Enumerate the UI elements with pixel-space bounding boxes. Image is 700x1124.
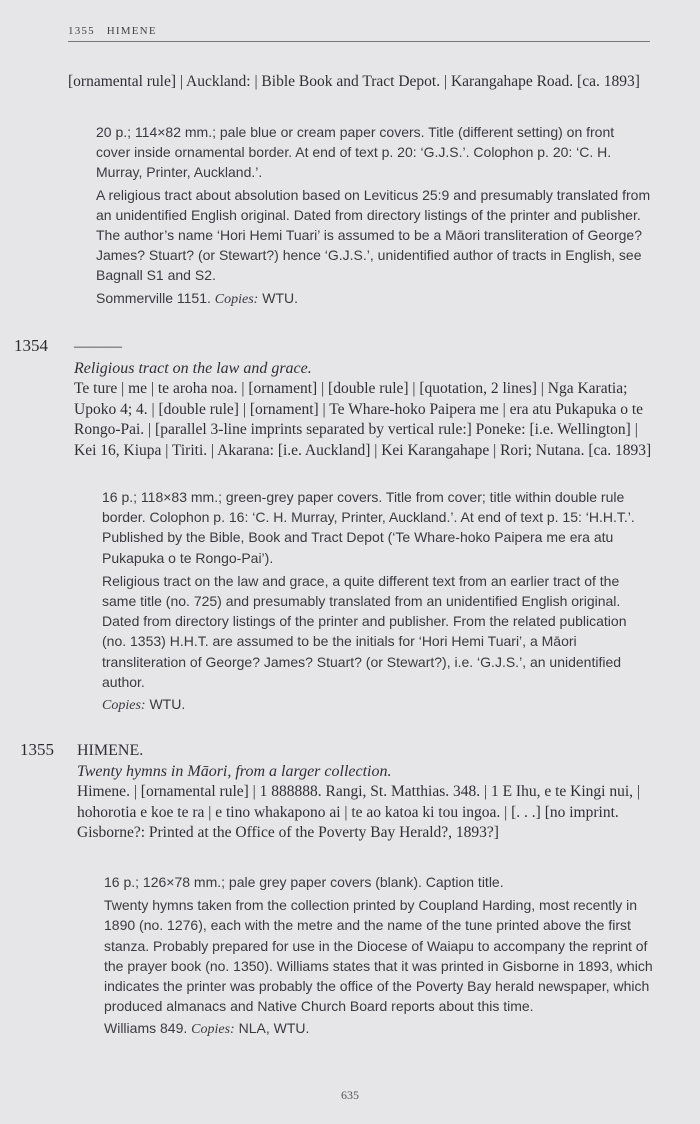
entry-1355-note: Twenty hymns taken from the collection printed by Coupland Harding, most recently in 1890 (no. 1276), each with the metre and the name of the tune printed above the first stanza. Probably prepared for use in the Diocese of Waiapu to accompany the reprint of the prayer book (no. 1350). Williams states that it was printed in Gisborne in 1893, which indicates the printer was probably the office of the Poverty Bay herald newspaper, which produced almanacs and Native Church Board reports about this time. — [104, 897, 653, 1015]
entry-1353-transcription-block — [68, 72, 648, 93]
entry-1355-physical: 16 p.; 126×78 mm.; pale grey paper covers (blank). Caption title. — [104, 874, 504, 890]
entry-1354-subtitle: Religious tract on the law and grace. — [74, 360, 312, 377]
entry-1354-transcription: Te ture | me | te aroha noa. | [ornament] | [double rule] | [quotation, 2 lines] | Nga Karatia; Upoko 4; 4. | [double rule] | [ornament] | Te Whare-hoko Paipera me | era atu Pukapuka o te Rongo-Pai. | [parallel 3-line imprints separated by vertical rule:] Poneke: [i.e. Wellington] | Kei 16, Kiupa | Tiriti. | Akarana: [i.e. Auckland] | Kei Karangahape | Rori; Nutana. [ca. 1893] — [74, 380, 652, 459]
page-number: 635 — [341, 1088, 359, 1102]
entry-1354-number: 1354 — [14, 336, 48, 355]
entry-1354-main — [74, 358, 654, 461]
entry-1354-physical: 16 p.; 118×83 mm.; green-grey paper covers. Title from cover; title within double rule border. Colophon p. 16: ‘C. H. Murray, Printer, Auckland.’. At end of text p. 15: ‘H.H.T.’. Published by the Bible, Book and Tract Depot (‘Te Whare-hoko Paipera me era atu Pukapuka o te Rongo-Pai’). — [102, 489, 635, 566]
entry-1353-copies: WTU. — [262, 289, 299, 306]
entry-1354-note: Religious tract on the law and grace, a quite different text from an earlier tract of the same title (no. 725) and presumably translated from an unidentified English original. Dated from directory listings of the printer and publisher. From the related publication (no. 1353) H.H.T. are assumed to be the initials for ‘Hori Hemi Tuari’, a Māori transliteration of George? James? Stuart? (or Stewart?), i.e. ‘G.J.S.’, an unidentified author. — [102, 572, 627, 690]
entry-1353-transcription: [ornamental rule] | Auckland: | Bible Book and Tract Depot. | Karangahape Road. [ca. 1893] — [68, 73, 640, 90]
entry-1353-copies-label: Copies: — [214, 291, 259, 307]
entry-1355-copies: NLA, WTU. — [238, 1020, 310, 1037]
entry-1355-details — [104, 872, 656, 1043]
entry-1353-note: A religious tract about absolution based on Leviticus 25:9 and presumably translated from an unidentified English original. Dated from directory listings of the printer and publisher. The author’s name ‘Hori Hemi Tuari’ is assumed to be a Māori transliteration of George? James? Stuart? (or Stewart?) hence ‘G.J.S.’, unidentified author of tracts in English, see Bagnall S1 and S2. — [96, 186, 651, 284]
entry-1355-subtitle: Twenty hymns in Māori, from a larger collection. — [77, 763, 392, 780]
entry-1354-references — [102, 694, 654, 716]
running-head-title: HIMENE — [106, 25, 157, 37]
entry-1355-refs: Williams 849. — [104, 1020, 188, 1037]
entry-1354-dash: ——— — [74, 338, 122, 355]
entry-1355-transcription: Himene. | [ornamental rule] | 1 888888. Rangi, St. Matthias. 348. | 1 E Ihu, e te Kingi nui, | hohorotia e koe te ra | e tino whakapono ai | te ao katoa ki tou ingoa. | [. . .] [no imprint. Gisborne?: Printed at the Office of the Poverty Bay Herald?, 1893?] — [77, 783, 640, 841]
entry-1355-number: 1355 — [20, 740, 54, 759]
entry-1353-refs: Sommerville 1151. — [96, 289, 211, 306]
entry-1353-details — [96, 122, 652, 312]
entry-1354-copies-label: Copies: — [102, 698, 146, 714]
entry-1354-head — [74, 337, 654, 356]
entry-1355-copies-label: Copies: — [191, 1022, 235, 1038]
entry-1354-copies: WTU. — [149, 696, 186, 713]
entry-1355-heading: HIMENE. — [77, 742, 144, 759]
entry-1355-main — [77, 740, 655, 844]
entry-1355-references — [104, 1018, 656, 1040]
running-head-number: 1355 — [68, 25, 95, 37]
running-head — [68, 25, 650, 42]
entry-1354-details — [102, 487, 654, 718]
entry-1353-physical: 20 p.; 114×82 mm.; pale blue or cream paper covers. Title (different setting) on front cover inside ornamental border. At end of text p. 20: ‘G.J.S.’. Colophon p. 20: ‘C. H. Murray, Printer, Auckland.’. — [96, 124, 615, 181]
entry-1353-references — [96, 288, 652, 310]
